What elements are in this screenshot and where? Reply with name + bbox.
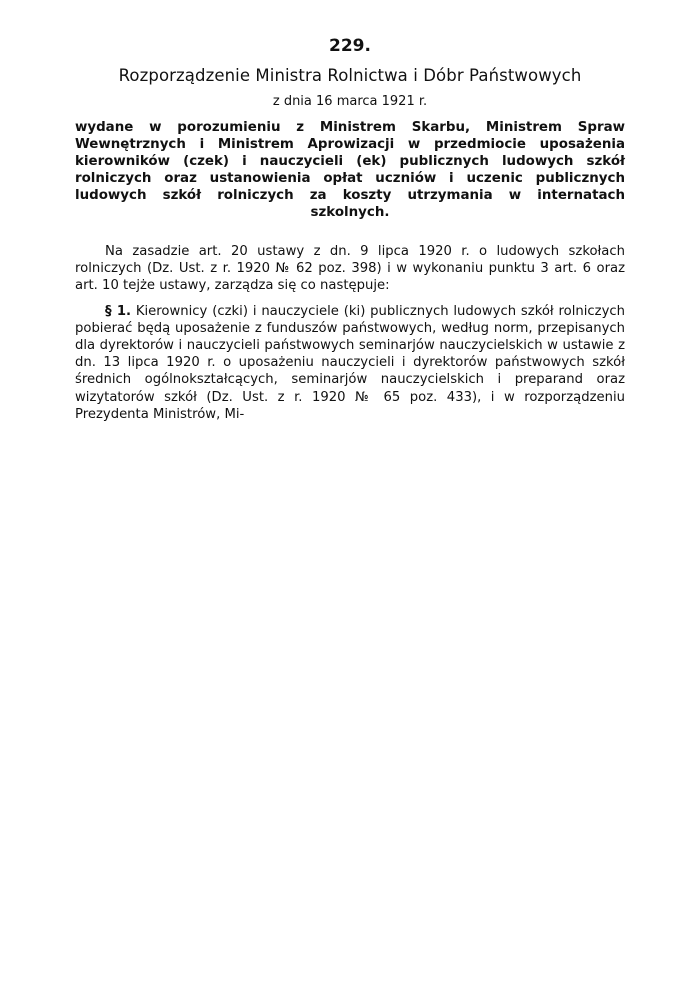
section-1-paragraph [75,303,625,423]
document-page [75,36,625,431]
document-subject: wydane w porozumieniu z Ministrem Skarbu, Ministrem Spraw Wewnętrznych i Ministrem Aprowizacji w przedmiocie uposażenia kierowników (czek) i nauczycieli (ek) publicznych ludowych szkół rolniczych oraz ustanowienia opłat uczniów i uczenic publicznych ludowych szkół rolniczych za koszty utrzymania w internatach szkolnych. [75,120,625,220]
section-1-label: § 1. [105,303,132,319]
preamble-paragraph: Na zasadzie art. 20 ustawy z dn. 9 lipca 1920 r. o ludowych szkołach rolniczych (Dz. Ust. z r. 1920 № 62 poz. 398) i w wykonaniu punktu 3 art. 6 oraz art. 10 tejże ustawy, zarządza się co następuje: [75,244,625,294]
section-1-text: Kierownicy (czki) i nauczyciele (ki) publicznych ludowych szkół rolniczych pobierać będą uposażenie z funduszów państwowych, według norm, przepisanych dla dyrektorów i nauczycieli państwowych seminarjów nauczycielskich w ustawie z dn. 13 lipca 1920 r. o uposażeniu nauczycieli i dyrektorów państwowych szkół średnich ogólnokształcących, seminarjów nauczycielskich i preparand oraz wizytatorów szkół (Dz. Ust. z r. 1920 № 65 poz. 433), i w rozporządzeniu Prezydenta Ministrów, Mi- [75,303,625,422]
document-date: z dnia 16 marca 1921 r. [272,94,428,109]
document-title: Rozporządzenie Ministra Rolnictwa i Dóbr Państwowych [118,66,582,85]
page-number: 229. [329,36,371,56]
